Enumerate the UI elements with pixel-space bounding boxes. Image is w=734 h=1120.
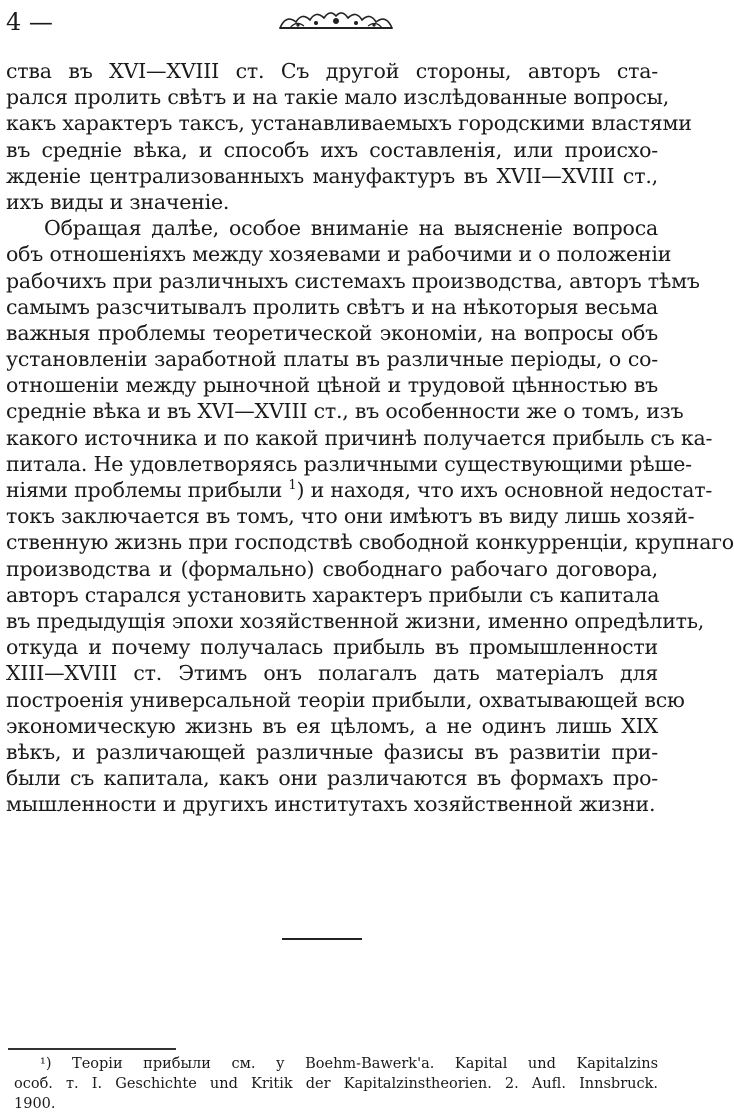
text-line: отношеніи между рыночной цѣной и трудовой цѣнностью въ — [6, 373, 658, 398]
text-line: XIII—XVIII ст. Этимъ онъ полагалъ дать матеріалъ для — [6, 661, 658, 686]
footnote-line: 1900. — [14, 1096, 56, 1112]
page-header — [6, 6, 658, 40]
text-line: какъ характеръ таксъ, устанавливаемыхъ городскими властями — [6, 111, 692, 136]
text-line: въ средніе вѣка, и способъ ихъ составленія, или происхо- — [6, 137, 658, 162]
text-line: важныя проблемы теоретической экономіи, на вопросы объ — [6, 320, 658, 345]
text-line: были съ капитала, какъ они различаются въ формахъ про- — [6, 766, 658, 791]
text-line: питала. Не удовлетворяясь различными существующими рѣше- — [6, 451, 692, 476]
text-line: авторъ старался установить характеръ прибыли съ капитала — [6, 582, 660, 607]
footnote-line: особ. т. I. Geschichte und Kritik der Kapitalzinstheorien. 2. Aufl. Innsbruck. — [14, 1076, 658, 1092]
footnote-marker: ¹) — [40, 1056, 52, 1072]
text-line: ственную жизнь при господствѣ свободной конкурренціи, крупнаго — [6, 530, 734, 555]
page-number: 4 — — [6, 8, 53, 36]
text-fragment: ніями проблемы прибыли — [6, 478, 283, 502]
text-line: въ предыдущія эпохи хозяйственной жизни, именно опредѣлить, — [6, 608, 705, 633]
text-line: Обращая далѣе, особое вниманіе на выясненіе вопроса — [44, 216, 658, 241]
text-line: средніе вѣка и въ XVI—XVIII ст., въ особенности же о томъ, изъ — [6, 399, 684, 424]
footnote-text: Теоріи прибыли см. у Boehm-Bawerk'a. Kapital und Kapitalzins — [72, 1056, 659, 1072]
text-line: мышленности и другихъ институтахъ хозяйственной жизни. — [6, 792, 656, 817]
text-line: ихъ виды и значеніе. — [6, 189, 230, 214]
text-line: самымъ разсчитывалъ пролить свѣтъ и на нѣкоторыя весьма — [6, 294, 658, 319]
text-line: ства въ XVI—XVIII ст. Съ другой стороны, авторъ ста- — [6, 59, 658, 83]
section-divider — [282, 938, 362, 940]
text-line — [6, 477, 713, 503]
text-line: производства и (формально) свободнаго рабочаго договора, — [6, 556, 658, 581]
text-line: рабочихъ при различныхъ системахъ производства, авторъ тѣмъ — [6, 268, 700, 293]
main-text — [6, 58, 734, 817]
text-line: какого источника и по какой причинѣ получается прибыль съ ка- — [6, 425, 713, 450]
decorative-ornament-icon — [276, 10, 396, 32]
footnote — [14, 1054, 658, 1114]
text-line: установленіи заработной платы въ различные періоды, о со- — [6, 347, 658, 372]
text-fragment: ) и находя, что ихъ основной недостат- — [296, 478, 713, 502]
text-line: экономическую жизнь въ ея цѣломъ, а не одинъ лишь XIX — [6, 713, 658, 738]
footnote-line — [14, 1054, 658, 1074]
text-line: токъ заключается въ томъ, что они имѣютъ въ виду лишь хозяй- — [6, 504, 695, 529]
text-line: рался пролить свѣтъ и на такіе мало изслѣдованные вопросы, — [6, 85, 670, 110]
text-line: жденіе централизованныхъ мануфактуръ въ XVII—XVIII ст., — [6, 163, 658, 188]
footnote-reference[interactable]: 1 — [288, 478, 297, 494]
footnote-divider — [8, 1048, 176, 1050]
text-line: откуда и почему получалась прибыль въ промышленности — [6, 635, 658, 660]
text-line: объ отношеніяхъ между хозяевами и рабочими и о положеніи — [6, 242, 672, 267]
text-line: построенія универсальной теоріи прибыли, охватывающей всю — [6, 687, 685, 712]
text-line: вѣкъ, и различающей различные фазисы въ развитіи при- — [6, 739, 658, 764]
